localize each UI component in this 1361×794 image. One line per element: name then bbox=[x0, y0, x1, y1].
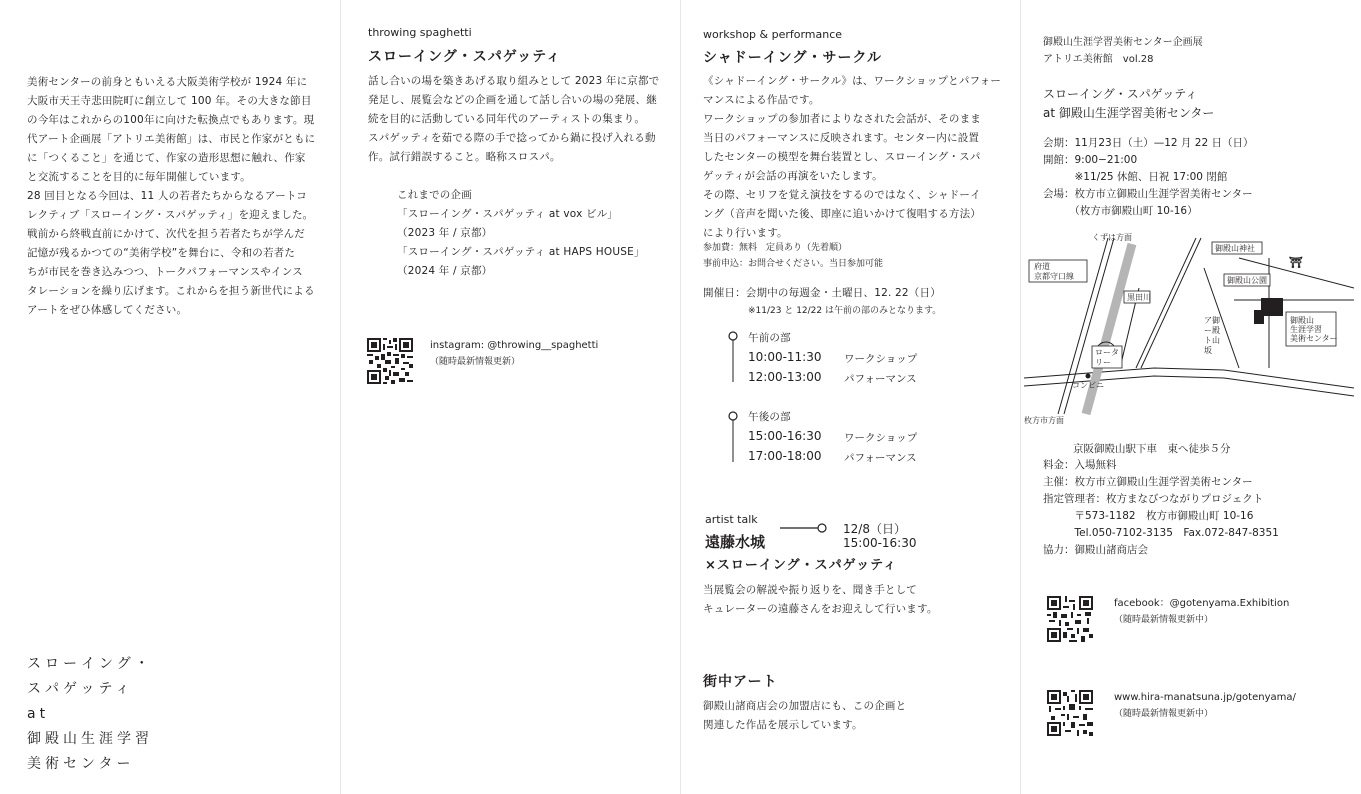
schedule-row bbox=[748, 429, 948, 447]
talk-label: artist talk bbox=[705, 513, 758, 526]
talk-collaborator: ×スローイング・スパゲッティ bbox=[705, 558, 898, 573]
svg-text:くずは方面: くずは方面 bbox=[1092, 233, 1132, 242]
schedule-row bbox=[748, 370, 948, 388]
schedule-kind: パフォーマンス bbox=[844, 452, 917, 464]
col2-subtitle: throwing spaghetti bbox=[368, 26, 472, 39]
title-line: スパゲッティ bbox=[27, 681, 134, 697]
svg-text:コンビニ: コンビニ bbox=[1072, 381, 1104, 390]
svg-text:府道: 府道 bbox=[1034, 262, 1050, 271]
website-qr-code[interactable] bbox=[1047, 690, 1093, 736]
afternoon-label: 午後の部 bbox=[748, 411, 791, 423]
title-line: 美術センター bbox=[27, 756, 135, 772]
facebook-info bbox=[1114, 596, 1289, 628]
schedule-kind: パフォーマンス bbox=[844, 373, 917, 385]
town-art-title: 街中アート bbox=[703, 674, 778, 690]
website-url[interactable]: www.hira-manatsuna.jp/gotenyama/ bbox=[1114, 692, 1296, 703]
town-art-description: 御殿山諸商店会の加盟店にも、この企画と 関連した作品を展示しています。 bbox=[703, 700, 907, 731]
talk-connector bbox=[780, 523, 828, 535]
schedule-row bbox=[748, 350, 948, 368]
schedule-time: 12:00-13:00 bbox=[748, 370, 822, 384]
schedule-time: 17:00-18:00 bbox=[748, 449, 822, 463]
exhibition-series: 御殿山生涯学習美術センター企画展 アトリエ美術館 vol.28 bbox=[1043, 37, 1203, 65]
facebook-qr-code[interactable] bbox=[1047, 596, 1093, 642]
application-text: 事前申込：お問合せください。当日参加可能 bbox=[703, 259, 884, 269]
svg-text:リー: リー bbox=[1095, 358, 1111, 367]
talk-date: 12/8（日） bbox=[843, 522, 906, 536]
title-line: 御殿山生涯学習 bbox=[27, 731, 153, 747]
svg-text:黒田川: 黒田川 bbox=[1127, 293, 1151, 302]
svg-text:坂: 坂 bbox=[1204, 346, 1212, 355]
access-text: 京阪御殿山駅下車 東へ徒歩５分 bbox=[1073, 443, 1231, 455]
vertical-title bbox=[27, 652, 153, 777]
svg-text:ア御: ア御 bbox=[1204, 316, 1220, 325]
svg-text:御殿山神社: 御殿山神社 bbox=[1215, 244, 1255, 253]
svg-text:御殿山公園: 御殿山公園 bbox=[1227, 276, 1267, 285]
schedule-row bbox=[748, 449, 948, 467]
past-heading: これまでの企画 bbox=[397, 189, 472, 201]
talk-description: 当展覧会の解説や振り返りを、聞き手として キュレーターの遠藤さんをお迎えして行います。 bbox=[703, 584, 938, 615]
svg-text:ー殿: ー殿 bbox=[1204, 326, 1220, 335]
website-note: （随時最新情報更新中） bbox=[1114, 709, 1214, 719]
instagram-note: （随時最新情報更新） bbox=[430, 357, 521, 367]
svg-text:京都守口線: 京都守口線 bbox=[1034, 272, 1074, 281]
morning-label: 午前の部 bbox=[748, 332, 791, 344]
exhibition-title: スローイング・スパゲッティ at 御殿山生涯学習美術センター bbox=[1043, 87, 1215, 120]
past-projects bbox=[397, 186, 645, 281]
talk-time: 15:00-16:30 bbox=[843, 536, 917, 550]
title-line: at bbox=[27, 706, 50, 722]
schedule-kind: ワークショップ bbox=[844, 432, 918, 444]
svg-text:美術センター: 美術センター bbox=[1290, 334, 1338, 343]
organizer-details: 料金：入場無料 主催：枚方市立御殿山生涯学習美術センター 指定管理者：枚方まなびつながりプロジェクト 〒573-1182 枚方市御殿山町 10-16 Tel.050-7102-3135 Fax.072-847-8351 協力：御殿山諸商店会 bbox=[1043, 459, 1279, 556]
website-info bbox=[1114, 690, 1296, 722]
talk-speaker: 遠藤水城 bbox=[705, 533, 766, 551]
svg-text:御殿山: 御殿山 bbox=[1290, 316, 1314, 325]
col2-body: 話し合いの場を築きあげる取り組みとして 2023 年に京都で 発足し、展覧会などの企画を通して話し合いの場の発展、継 続を目的に活動している同年代のアーティストの集まり。 スパゲッティを茹でる際の手で捻ってから鍋に投げ入れる動 作。試行錯誤すること。略称スロスパ。 bbox=[368, 75, 660, 163]
svg-text:生涯学習: 生涯学習 bbox=[1290, 325, 1322, 334]
col3-body: 《シャドーイング・サークル》は、ワークショップとパフォー マンスによる作品です。 ワークショップの参加者によりなされた会話が、そのまま 当日のパフォーマンスに反映されます。センター内に設置 したセンターの模型を舞台装置とし、スローイング・スパ ゲッティが会話の再演をいたします。 その際、セリフを覚え演技をするのではなく、シャドーイ ング（音声を聞いた後、即座に追いかけて復唱する方法） により行います。 bbox=[703, 75, 1002, 239]
col2-title: スローイング・スパゲッティ bbox=[368, 49, 562, 65]
instagram-info bbox=[430, 338, 598, 370]
instagram-qr-code[interactable] bbox=[367, 338, 413, 384]
facebook-handle[interactable]: facebook：@gotenyama.Exhibition bbox=[1114, 598, 1290, 609]
instagram-handle[interactable]: instagram: @throwing__spaghetti bbox=[430, 340, 599, 351]
col3-title: シャドーイング・サークル bbox=[703, 50, 883, 66]
past-item: 「スローイング・スパゲッティ at HAPS HOUSE」 bbox=[397, 246, 645, 258]
svg-text:枚方市方面: 枚方市方面 bbox=[1024, 416, 1064, 425]
facebook-note: （随時最新情報更新中） bbox=[1114, 615, 1214, 625]
dates-note: ※11/23 と 12/22 は午前の部のみとなります。 bbox=[748, 306, 942, 316]
intro-text: 美術センターの前身ともいえる大阪美術学校が 1924 年に 大阪市天王寺悲田院町に創立して 100 年。その大きな節目 の今年はこれからの100年に向けた転換点でもあります。現 代アート企画展「アトリエ美術館」は、市民と作家がともに に「つくること」を通じて、作家の造形思想に触れ、作家 と交流することを目的に毎年開催しています。 28 回目となる今回は、11 人の若者たちからなるアートコ レクティブ「スローイング・スパゲッティ」を迎えました。 戦前から終戦直前にかけて、次代を担う若者たちが学んだ 記憶が残るかつての“美術学校”を舞台に、令和の若者た ちが市民を巻き込みつつ、トークパフォーマンスやインス タレーションを繰り広げます。これからを担う新世代による アートをぜひ体感してください。 bbox=[27, 76, 316, 316]
dates-text: 開催日：会期中の毎週金・土曜日、12. 22（日） bbox=[703, 287, 941, 299]
past-item: 「スローイング・スパゲッティ at vox ビル」 bbox=[397, 208, 619, 220]
svg-text:ロータ: ロータ bbox=[1095, 348, 1119, 357]
schedule-kind: ワークショップ bbox=[844, 353, 918, 365]
past-item: （2024 年 / 京都） bbox=[397, 265, 493, 277]
fee-text: 参加費：無料 定員あり（先着順） bbox=[703, 243, 848, 253]
schedule-time: 10:00-11:30 bbox=[748, 350, 822, 364]
past-item: （2023 年 / 京都） bbox=[397, 227, 493, 239]
title-line: スローイング・ bbox=[27, 656, 153, 672]
access-map bbox=[1024, 228, 1354, 426]
col3-subtitle: workshop & performance bbox=[703, 28, 843, 41]
schedule-time: 15:00-16:30 bbox=[748, 429, 822, 443]
schedule-timeline bbox=[727, 330, 741, 465]
exhibition-info: 会期：11月23日（土）—12 月 22 日（日） 開館：9:00−21:00 ※11/25 休館、日祝 17:00 閉館 会場：枚方市立御殿山生涯学習美術センター （枚方市御殿山町 10-16） bbox=[1043, 137, 1254, 217]
svg-text:⛩: ⛩ bbox=[1289, 256, 1303, 269]
svg-text:ト山: ト山 bbox=[1204, 336, 1220, 345]
